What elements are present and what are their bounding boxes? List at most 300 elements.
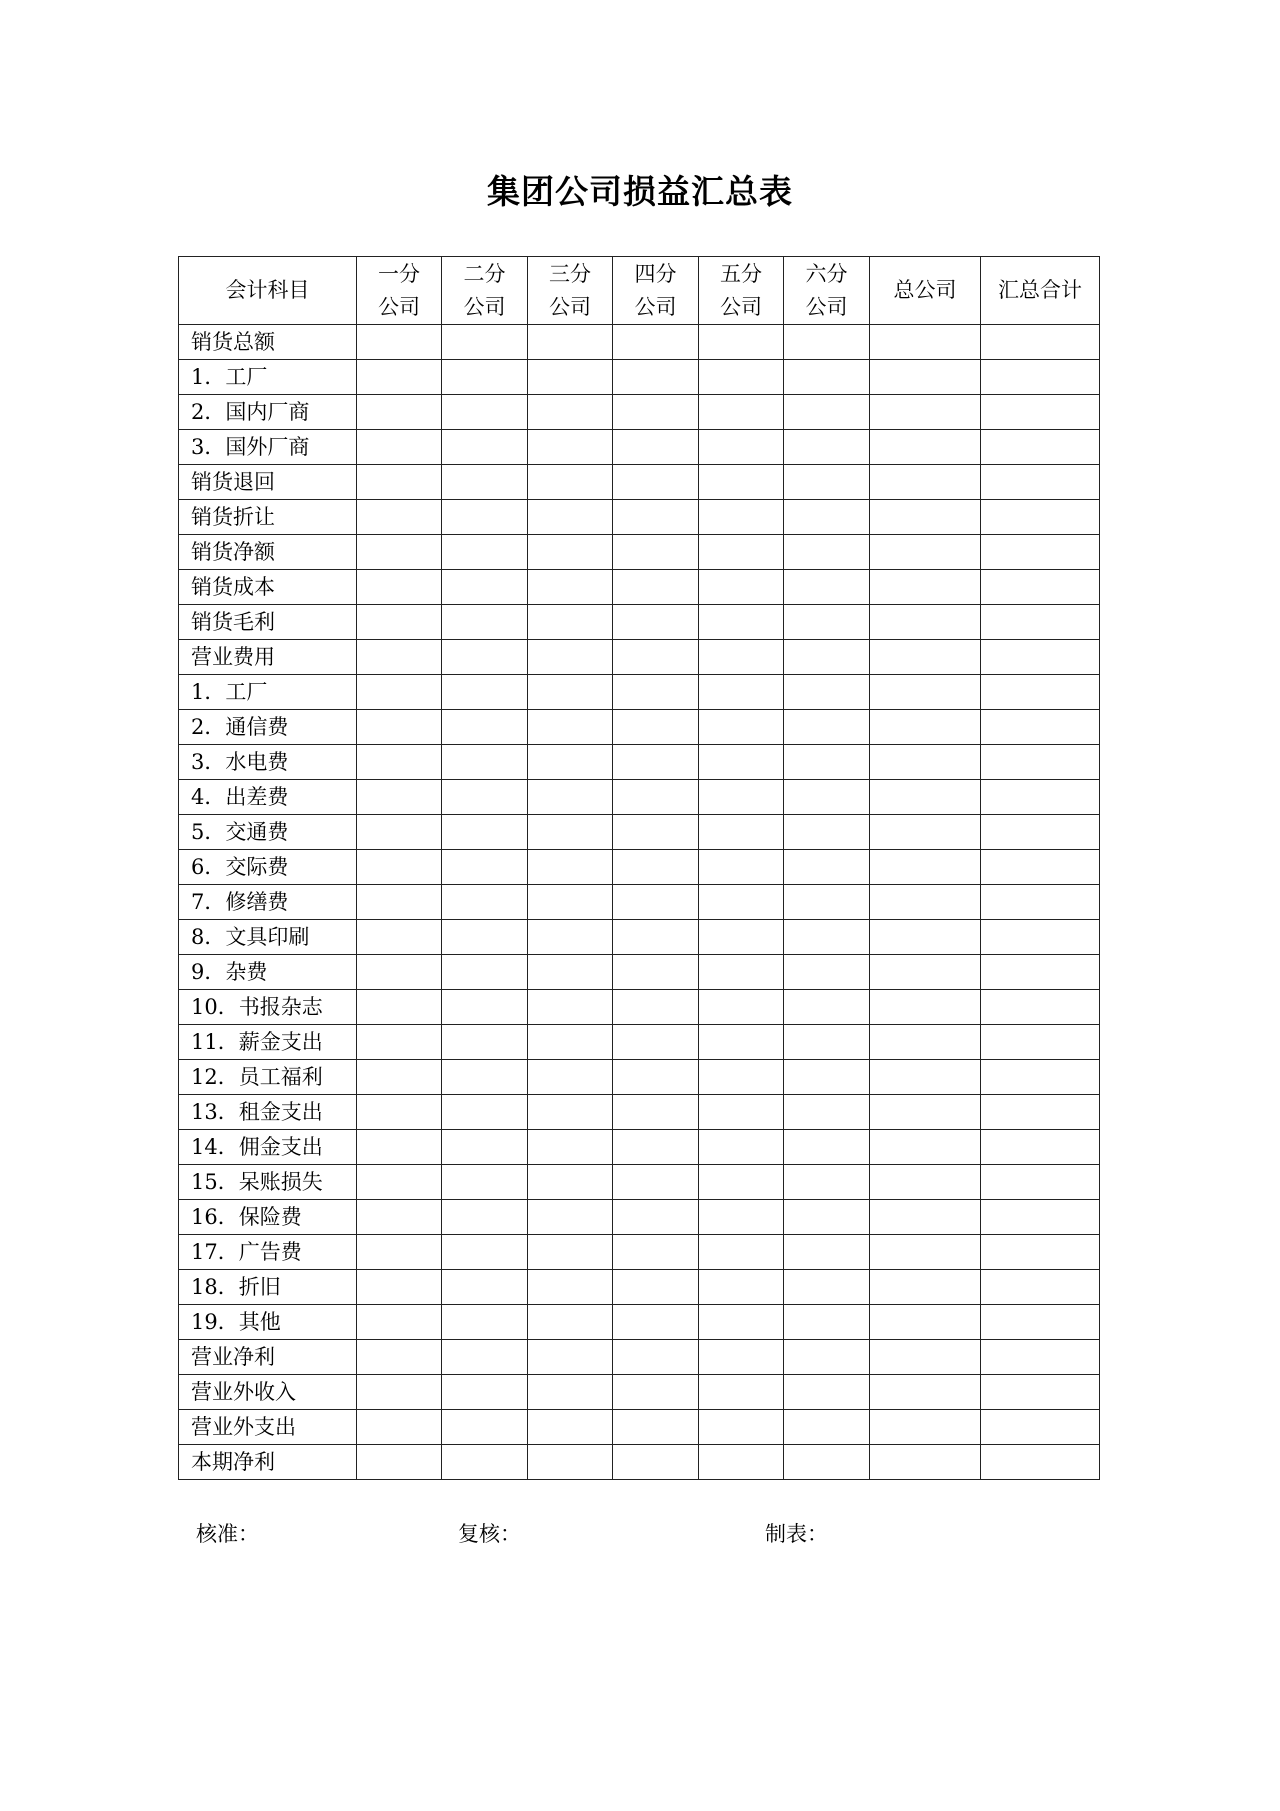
amount-cell[interactable]: [784, 1130, 870, 1165]
amount-cell[interactable]: [528, 1095, 613, 1130]
amount-cell[interactable]: [528, 640, 613, 675]
amount-cell[interactable]: [784, 1340, 870, 1375]
amount-cell[interactable]: [699, 1095, 784, 1130]
amount-cell[interactable]: [357, 1270, 442, 1305]
amount-cell[interactable]: [528, 395, 613, 430]
amount-cell[interactable]: [784, 570, 870, 605]
amount-cell[interactable]: [870, 815, 981, 850]
amount-cell[interactable]: [528, 1200, 613, 1235]
amount-cell[interactable]: [613, 1200, 699, 1235]
amount-cell[interactable]: [528, 430, 613, 465]
amount-cell[interactable]: [981, 1445, 1100, 1480]
amount-cell[interactable]: [528, 360, 613, 395]
amount-cell[interactable]: [357, 920, 442, 955]
amount-cell[interactable]: [528, 570, 613, 605]
amount-cell[interactable]: [981, 1410, 1100, 1445]
amount-cell[interactable]: [442, 500, 528, 535]
amount-cell[interactable]: [784, 1060, 870, 1095]
amount-cell[interactable]: [442, 1060, 528, 1095]
header-branch-6-line2: 公司: [805, 294, 848, 319]
amount-cell[interactable]: [981, 360, 1100, 395]
amount-cell[interactable]: [442, 1445, 528, 1480]
account-subject-cell: 营业净利: [179, 1340, 357, 1375]
header-branch-4-line2: 公司: [634, 294, 677, 319]
amount-cell[interactable]: [981, 1340, 1100, 1375]
amount-cell[interactable]: [699, 1025, 784, 1060]
amount-cell[interactable]: [357, 605, 442, 640]
table-row: [179, 1375, 1100, 1410]
table-row: [179, 1130, 1100, 1165]
amount-cell[interactable]: [528, 1130, 613, 1165]
amount-cell[interactable]: [784, 1410, 870, 1445]
amount-cell[interactable]: [784, 360, 870, 395]
amount-cell[interactable]: [699, 535, 784, 570]
amount-cell[interactable]: [442, 640, 528, 675]
amount-cell[interactable]: [613, 885, 699, 920]
amount-cell[interactable]: [613, 1410, 699, 1445]
amount-cell[interactable]: [528, 850, 613, 885]
amount-cell[interactable]: [528, 1445, 613, 1480]
amount-cell[interactable]: [528, 815, 613, 850]
amount-cell[interactable]: [981, 605, 1100, 640]
amount-cell[interactable]: [357, 535, 442, 570]
amount-cell[interactable]: [784, 990, 870, 1025]
amount-cell[interactable]: [442, 1235, 528, 1270]
amount-cell[interactable]: [784, 780, 870, 815]
amount-cell[interactable]: [613, 990, 699, 1025]
amount-cell[interactable]: [870, 360, 981, 395]
amount-cell[interactable]: [981, 675, 1100, 710]
amount-cell[interactable]: [784, 1305, 870, 1340]
amount-cell[interactable]: [357, 990, 442, 1025]
amount-cell[interactable]: [528, 605, 613, 640]
amount-cell[interactable]: [613, 570, 699, 605]
amount-cell[interactable]: [981, 885, 1100, 920]
table-row: [179, 1410, 1100, 1445]
account-subject-cell: 1．工厂: [179, 360, 357, 395]
amount-cell[interactable]: [870, 570, 981, 605]
amount-cell[interactable]: [981, 850, 1100, 885]
amount-cell[interactable]: [613, 1445, 699, 1480]
amount-cell[interactable]: [699, 745, 784, 780]
amount-cell[interactable]: [442, 745, 528, 780]
amount-cell[interactable]: [784, 465, 870, 500]
amount-cell[interactable]: [870, 1200, 981, 1235]
amount-cell[interactable]: [981, 1200, 1100, 1235]
amount-cell[interactable]: [528, 1165, 613, 1200]
account-subject-cell: 6．交际费: [179, 850, 357, 885]
amount-cell[interactable]: [528, 920, 613, 955]
amount-cell[interactable]: [699, 780, 784, 815]
amount-cell[interactable]: [981, 710, 1100, 745]
amount-cell[interactable]: [784, 640, 870, 675]
amount-cell[interactable]: [699, 325, 784, 360]
amount-cell[interactable]: [784, 430, 870, 465]
amount-cell[interactable]: [784, 1235, 870, 1270]
amount-cell[interactable]: [981, 570, 1100, 605]
amount-cell[interactable]: [528, 1340, 613, 1375]
amount-cell[interactable]: [357, 1025, 442, 1060]
amount-cell[interactable]: [981, 640, 1100, 675]
amount-cell[interactable]: [870, 1375, 981, 1410]
header-branch-1-line2: 公司: [378, 294, 420, 319]
account-subject-cell: 19．其他: [179, 1305, 357, 1340]
amount-cell[interactable]: [870, 1025, 981, 1060]
amount-cell[interactable]: [699, 850, 784, 885]
account-subject-cell: 14．佣金支出: [179, 1130, 357, 1165]
amount-cell[interactable]: [870, 885, 981, 920]
amount-cell[interactable]: [784, 1095, 870, 1130]
amount-cell[interactable]: [442, 710, 528, 745]
amount-cell[interactable]: [784, 850, 870, 885]
amount-cell[interactable]: [528, 1060, 613, 1095]
amount-cell[interactable]: [613, 500, 699, 535]
amount-cell[interactable]: [613, 395, 699, 430]
header-branch-5-line1: 五分: [720, 261, 762, 286]
amount-cell[interactable]: [613, 325, 699, 360]
amount-cell[interactable]: [870, 745, 981, 780]
amount-cell[interactable]: [442, 675, 528, 710]
amount-cell[interactable]: [870, 1410, 981, 1445]
amount-cell[interactable]: [357, 1445, 442, 1480]
amount-cell[interactable]: [784, 1025, 870, 1060]
header-branch-6: [784, 257, 870, 325]
amount-cell[interactable]: [613, 1025, 699, 1060]
amount-cell[interactable]: [981, 815, 1100, 850]
amount-cell[interactable]: [870, 990, 981, 1025]
amount-cell[interactable]: [442, 1270, 528, 1305]
amount-cell[interactable]: [870, 920, 981, 955]
amount-cell[interactable]: [870, 500, 981, 535]
amount-cell[interactable]: [528, 675, 613, 710]
amount-cell[interactable]: [357, 1375, 442, 1410]
amount-cell[interactable]: [981, 535, 1100, 570]
amount-cell[interactable]: [784, 605, 870, 640]
amount-cell[interactable]: [613, 1305, 699, 1340]
amount-cell[interactable]: [442, 1200, 528, 1235]
amount-cell[interactable]: [442, 430, 528, 465]
amount-cell[interactable]: [699, 1305, 784, 1340]
amount-cell[interactable]: [613, 675, 699, 710]
amount-cell[interactable]: [699, 920, 784, 955]
review-label: 复核：: [458, 1522, 521, 1546]
amount-cell[interactable]: [613, 1060, 699, 1095]
amount-cell[interactable]: [613, 535, 699, 570]
amount-cell[interactable]: [442, 1130, 528, 1165]
amount-cell[interactable]: [699, 710, 784, 745]
amount-cell[interactable]: [357, 1305, 442, 1340]
amount-cell[interactable]: [699, 885, 784, 920]
amount-cell[interactable]: [981, 500, 1100, 535]
amount-cell[interactable]: [870, 1445, 981, 1480]
amount-cell[interactable]: [981, 1165, 1100, 1200]
amount-cell[interactable]: [442, 1095, 528, 1130]
amount-cell[interactable]: [442, 850, 528, 885]
amount-cell[interactable]: [784, 1165, 870, 1200]
amount-cell[interactable]: [442, 920, 528, 955]
amount-cell[interactable]: [981, 990, 1100, 1025]
amount-cell[interactable]: [357, 500, 442, 535]
amount-cell[interactable]: [699, 640, 784, 675]
amount-cell[interactable]: [357, 570, 442, 605]
amount-cell[interactable]: [613, 955, 699, 990]
amount-cell[interactable]: [613, 815, 699, 850]
amount-cell[interactable]: [613, 1235, 699, 1270]
amount-cell[interactable]: [442, 1025, 528, 1060]
amount-cell[interactable]: [613, 360, 699, 395]
amount-cell[interactable]: [357, 850, 442, 885]
amount-cell[interactable]: [613, 920, 699, 955]
amount-cell[interactable]: [981, 1025, 1100, 1060]
amount-cell[interactable]: [528, 500, 613, 535]
amount-cell[interactable]: [357, 745, 442, 780]
table-row: [179, 1025, 1100, 1060]
amount-cell[interactable]: [981, 1130, 1100, 1165]
amount-cell[interactable]: [981, 1060, 1100, 1095]
amount-cell[interactable]: [870, 675, 981, 710]
amount-cell[interactable]: [870, 1340, 981, 1375]
amount-cell[interactable]: [357, 1060, 442, 1095]
amount-cell[interactable]: [699, 500, 784, 535]
amount-cell[interactable]: [613, 640, 699, 675]
amount-cell[interactable]: [981, 1305, 1100, 1340]
table-row: [179, 640, 1100, 675]
amount-cell[interactable]: [528, 465, 613, 500]
amount-cell[interactable]: [784, 920, 870, 955]
amount-cell[interactable]: [442, 1165, 528, 1200]
amount-cell[interactable]: [357, 640, 442, 675]
amount-cell[interactable]: [442, 535, 528, 570]
account-subject-cell: 17．广告费: [179, 1235, 357, 1270]
amount-cell[interactable]: [699, 605, 784, 640]
amount-cell[interactable]: [784, 745, 870, 780]
amount-cell[interactable]: [357, 710, 442, 745]
header-row: [179, 257, 1100, 325]
amount-cell[interactable]: [613, 1270, 699, 1305]
table-row: [179, 570, 1100, 605]
amount-cell[interactable]: [699, 1060, 784, 1095]
amount-cell[interactable]: [613, 605, 699, 640]
amount-cell[interactable]: [357, 780, 442, 815]
amount-cell[interactable]: [784, 1270, 870, 1305]
amount-cell[interactable]: [613, 1095, 699, 1130]
amount-cell[interactable]: [613, 710, 699, 745]
amount-cell[interactable]: [870, 710, 981, 745]
table-row: [179, 1235, 1100, 1270]
amount-cell[interactable]: [784, 1200, 870, 1235]
amount-cell[interactable]: [357, 325, 442, 360]
amount-cell[interactable]: [699, 570, 784, 605]
amount-cell[interactable]: [613, 1165, 699, 1200]
amount-cell[interactable]: [784, 955, 870, 990]
amount-cell[interactable]: [870, 1060, 981, 1095]
amount-cell[interactable]: [357, 430, 442, 465]
amount-cell[interactable]: [981, 1270, 1100, 1305]
amount-cell[interactable]: [870, 430, 981, 465]
amount-cell[interactable]: [613, 1375, 699, 1410]
amount-cell[interactable]: [699, 955, 784, 990]
amount-cell[interactable]: [699, 465, 784, 500]
account-subject-cell: 营业费用: [179, 640, 357, 675]
amount-cell[interactable]: [784, 500, 870, 535]
amount-cell[interactable]: [870, 1305, 981, 1340]
amount-cell[interactable]: [613, 850, 699, 885]
amount-cell[interactable]: [699, 1445, 784, 1480]
amount-cell[interactable]: [613, 465, 699, 500]
amount-cell[interactable]: [442, 570, 528, 605]
amount-cell[interactable]: [528, 1375, 613, 1410]
account-subject-cell: 本期净利: [179, 1445, 357, 1480]
amount-cell[interactable]: [870, 395, 981, 430]
amount-cell[interactable]: [357, 360, 442, 395]
amount-cell[interactable]: [981, 920, 1100, 955]
amount-cell[interactable]: [699, 1235, 784, 1270]
table-row: [179, 850, 1100, 885]
amount-cell[interactable]: [528, 745, 613, 780]
amount-cell[interactable]: [699, 395, 784, 430]
amount-cell[interactable]: [442, 1410, 528, 1445]
amount-cell[interactable]: [699, 990, 784, 1025]
amount-cell[interactable]: [613, 430, 699, 465]
amount-cell[interactable]: [699, 1165, 784, 1200]
amount-cell[interactable]: [357, 1235, 442, 1270]
amount-cell[interactable]: [870, 465, 981, 500]
amount-cell[interactable]: [528, 1025, 613, 1060]
amount-cell[interactable]: [699, 1340, 784, 1375]
amount-cell[interactable]: [699, 815, 784, 850]
amount-cell[interactable]: [784, 325, 870, 360]
header-branch-5-line2: 公司: [720, 294, 762, 319]
amount-cell[interactable]: [613, 780, 699, 815]
header-branch-4: [613, 257, 699, 325]
amount-cell[interactable]: [699, 1200, 784, 1235]
table-row: [179, 1060, 1100, 1095]
amount-cell[interactable]: [870, 640, 981, 675]
header-branch-3-line1: 三分: [549, 261, 591, 286]
amount-cell[interactable]: [784, 535, 870, 570]
amount-cell[interactable]: [870, 1270, 981, 1305]
amount-cell[interactable]: [699, 430, 784, 465]
amount-cell[interactable]: [981, 1095, 1100, 1130]
header-branch-6-line1: 六分: [805, 261, 848, 286]
amount-cell[interactable]: [784, 885, 870, 920]
amount-cell[interactable]: [442, 465, 528, 500]
amount-cell[interactable]: [784, 675, 870, 710]
amount-cell[interactable]: [981, 430, 1100, 465]
table-row: [179, 920, 1100, 955]
amount-cell[interactable]: [442, 815, 528, 850]
amount-cell[interactable]: [357, 815, 442, 850]
account-subject-cell: 13．租金支出: [179, 1095, 357, 1130]
amount-cell[interactable]: [442, 605, 528, 640]
amount-cell[interactable]: [357, 465, 442, 500]
amount-cell[interactable]: [357, 1165, 442, 1200]
amount-cell[interactable]: [784, 710, 870, 745]
amount-cell[interactable]: [699, 1130, 784, 1165]
amount-cell[interactable]: [613, 1130, 699, 1165]
amount-cell[interactable]: [442, 1375, 528, 1410]
amount-cell[interactable]: [357, 1095, 442, 1130]
amount-cell[interactable]: [357, 885, 442, 920]
amount-cell[interactable]: [870, 325, 981, 360]
amount-cell[interactable]: [784, 815, 870, 850]
amount-cell[interactable]: [528, 1270, 613, 1305]
amount-cell[interactable]: [528, 885, 613, 920]
amount-cell[interactable]: [442, 1340, 528, 1375]
table-row: [179, 430, 1100, 465]
header-grand-total: [981, 257, 1100, 325]
amount-cell[interactable]: [870, 780, 981, 815]
amount-cell[interactable]: [357, 1410, 442, 1445]
amount-cell[interactable]: [870, 1165, 981, 1200]
amount-cell[interactable]: [528, 1235, 613, 1270]
amount-cell[interactable]: [870, 1095, 981, 1130]
amount-cell[interactable]: [528, 955, 613, 990]
amount-cell[interactable]: [613, 1340, 699, 1375]
amount-cell[interactable]: [699, 360, 784, 395]
amount-cell[interactable]: [528, 710, 613, 745]
amount-cell[interactable]: [442, 1305, 528, 1340]
amount-cell[interactable]: [442, 955, 528, 990]
amount-cell[interactable]: [981, 955, 1100, 990]
amount-cell[interactable]: [357, 395, 442, 430]
amount-cell[interactable]: [613, 745, 699, 780]
amount-cell[interactable]: [870, 955, 981, 990]
account-subject-cell: 5．交通费: [179, 815, 357, 850]
amount-cell[interactable]: [699, 1375, 784, 1410]
amount-cell[interactable]: [442, 325, 528, 360]
account-subject-cell: 18．折旧: [179, 1270, 357, 1305]
amount-cell[interactable]: [357, 1340, 442, 1375]
amount-cell[interactable]: [981, 1375, 1100, 1410]
amount-cell[interactable]: [357, 1200, 442, 1235]
amount-cell[interactable]: [442, 395, 528, 430]
amount-cell[interactable]: [981, 1235, 1100, 1270]
amount-cell[interactable]: [528, 325, 613, 360]
amount-cell[interactable]: [870, 1235, 981, 1270]
amount-cell[interactable]: [357, 675, 442, 710]
amount-cell[interactable]: [784, 1375, 870, 1410]
amount-cell[interactable]: [528, 780, 613, 815]
amount-cell[interactable]: [784, 1445, 870, 1480]
table-row: [179, 1165, 1100, 1200]
amount-cell[interactable]: [528, 535, 613, 570]
amount-cell[interactable]: [870, 1130, 981, 1165]
amount-cell[interactable]: [870, 535, 981, 570]
amount-cell[interactable]: [870, 605, 981, 640]
amount-cell[interactable]: [442, 885, 528, 920]
amount-cell[interactable]: [442, 360, 528, 395]
header-branch-2-line2: 公司: [463, 294, 506, 319]
amount-cell[interactable]: [528, 1410, 613, 1445]
amount-cell[interactable]: [981, 395, 1100, 430]
amount-cell[interactable]: [699, 1410, 784, 1445]
amount-cell[interactable]: [528, 990, 613, 1025]
amount-cell[interactable]: [528, 1305, 613, 1340]
amount-cell[interactable]: [699, 1270, 784, 1305]
amount-cell[interactable]: [981, 745, 1100, 780]
amount-cell[interactable]: [357, 955, 442, 990]
amount-cell[interactable]: [870, 850, 981, 885]
amount-cell[interactable]: [981, 325, 1100, 360]
amount-cell[interactable]: [784, 395, 870, 430]
amount-cell[interactable]: [442, 780, 528, 815]
amount-cell[interactable]: [981, 780, 1100, 815]
amount-cell[interactable]: [357, 1130, 442, 1165]
amount-cell[interactable]: [981, 465, 1100, 500]
amount-cell[interactable]: [442, 990, 528, 1025]
amount-cell[interactable]: [699, 675, 784, 710]
